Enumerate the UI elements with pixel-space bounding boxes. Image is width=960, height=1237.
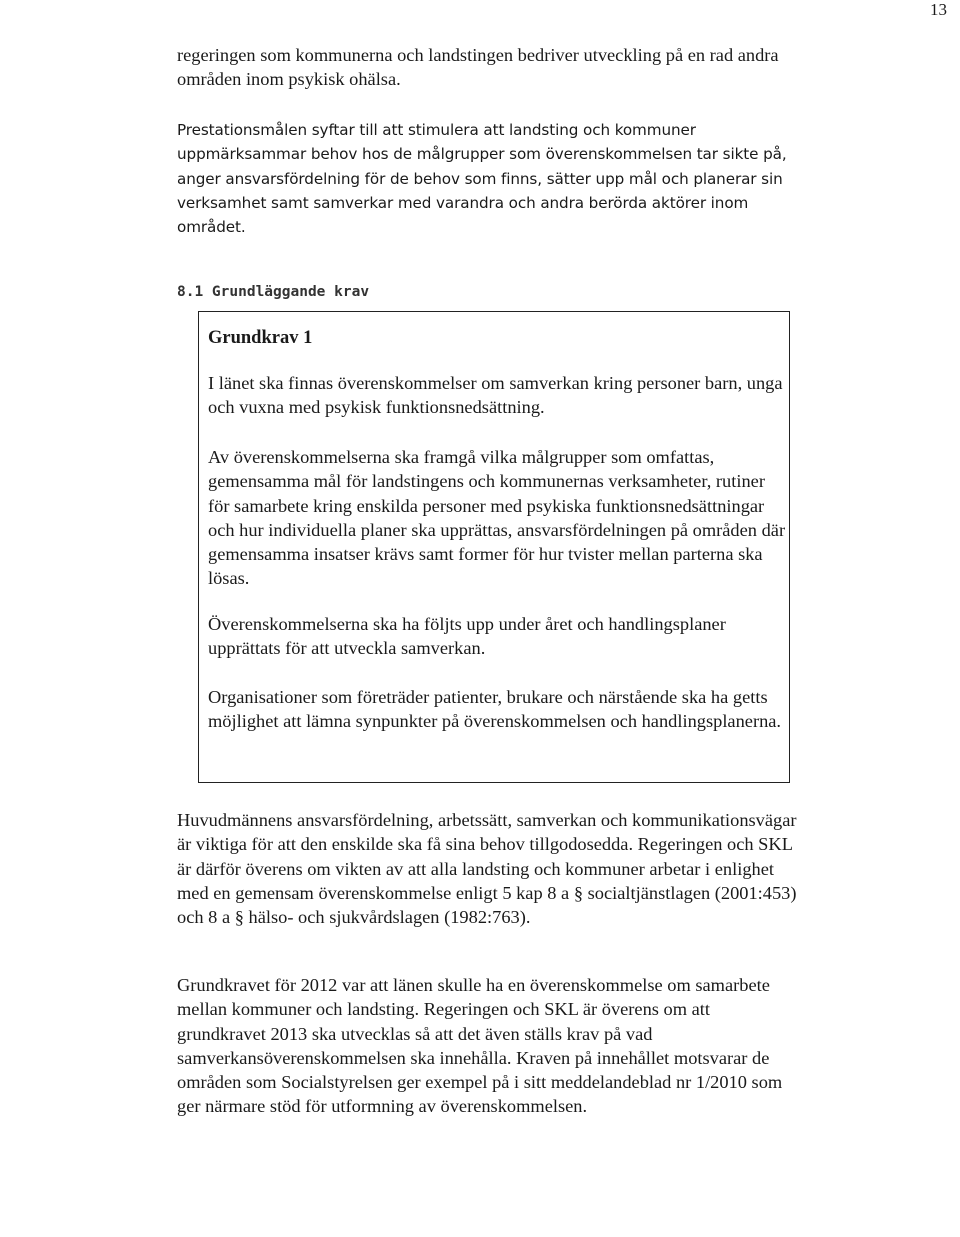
body-paragraph-3: Huvudmännens ansvarsfördelning, arbetssätt, samverkan och kommunikationsvägar är viktiga för att den enskilde ska få sina behov tillgodosedda. Regeringen och SKL är därför överens om vikten av att alla landsting och kommuner arbetar i enlighet med en gemensam överenskommelse enligt 5 kap 8 a § socialtjänstlagen (2001:453) och 8 a § hälso- och sjukvårdslagen (1982:763).: [177, 810, 797, 928]
body-paragraph-4: Grundkravet för 2012 var att länen skulle ha en överenskommelse om samarbete mellan kommuner och landsting. Regeringen och SKL är överens om att grundkravet 2013 ska utvecklas så att det även ställs krav på vad samverkansöverenskommelsen ska innehålla. Kraven på innehållet motsvarar de områden som Socialstyrelsen ger exempel på i sitt meddelandeblad nr 1/2010 som ger närmare stöd för utformning av överenskommelsen.: [177, 975, 783, 1117]
intro-paragraph-2: Prestationsmålen syftar till att stimulera att landsting och kommuner uppmärksammar behov hos de målgrupper som överenskommelsen tar sikte på, anger ansvarsfördelning för de behov som finns, sätter upp mål och planerar sin verksamhet samt samverkar med varandra och andra berörda aktörer inom området.: [177, 121, 787, 237]
section-heading: 8.1 Grundläggande krav: [177, 284, 370, 300]
requirement-paragraph-4: Organisationer som företräder patienter, brukare och närstående ska ha getts möjlighet att lämna synpunkter på överenskommelsen och handlingsplanerna.: [208, 687, 782, 732]
intro-paragraph-1: regeringen som kommunerna och landstingen bedriver utveckling på en rad andra områden inom psykisk ohälsa.: [177, 45, 779, 90]
requirement-paragraph-3: Överenskommelserna ska ha följts upp under året och handlingsplaner upprättats för att utveckla samverkan.: [208, 614, 726, 659]
requirement-paragraph-2: Av överenskommelserna ska framgå vilka målgrupper som omfattas, gemensamma mål för landstingens och kommunernas verksamheter, rutiner för samarbete kring enskilda personer med psykiska funktionsnedsättningar och hur individuella planer ska upprättas, ansvarsfördelningen på områden där gemensamma insatser krävs samt former för hur tvister mellan parterna ska lösas.: [208, 447, 786, 589]
requirement-paragraph-1: I länet ska finnas överenskommelser om samverkan kring personer barn, unga och vuxna med psykisk funktionsnedsättning.: [208, 373, 783, 418]
requirement-box-title: Grundkrav 1: [208, 328, 313, 348]
page-number: 13: [930, 0, 947, 19]
